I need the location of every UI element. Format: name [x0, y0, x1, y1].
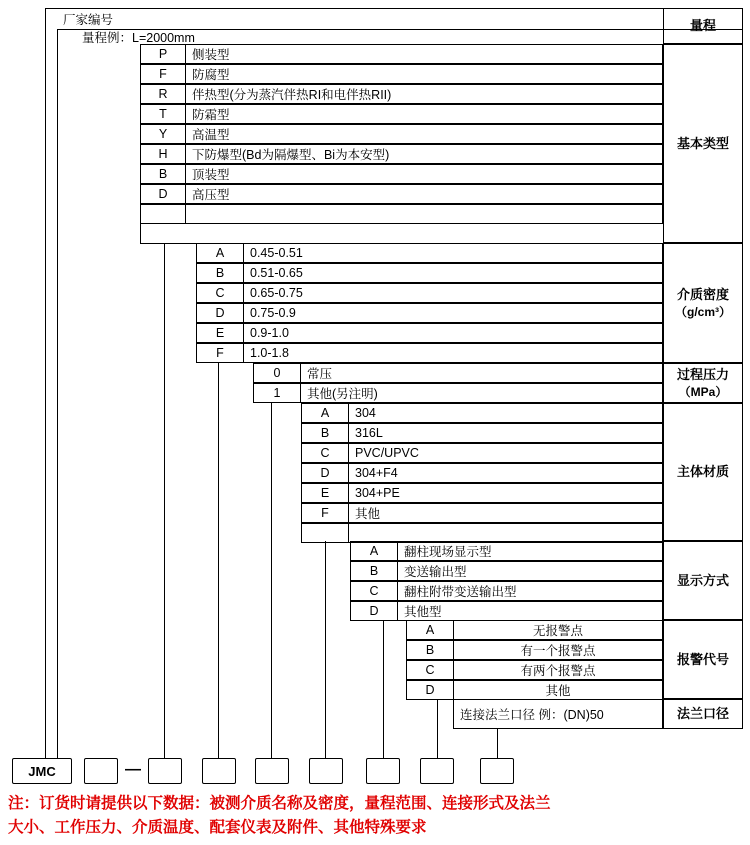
- bottom-slot-3[interactable]: [202, 758, 236, 784]
- basic-type-desc: 下防爆型(Bd为隔爆型、Bi为本安型): [185, 144, 663, 164]
- display-mode-code: C: [350, 581, 398, 601]
- process-pressure-code: 0: [253, 363, 301, 383]
- body-material-spacer-code: [301, 523, 349, 543]
- basic-type-right-edge: [663, 224, 664, 243]
- order-note: [8, 792, 743, 840]
- basic-type-spacer-desc: [185, 204, 663, 224]
- basic-type-desc: 高压型: [185, 184, 663, 204]
- body-material-code: F: [301, 503, 349, 523]
- alarm-code-desc: 其他: [453, 680, 663, 700]
- leader-line-manufacturer: [45, 8, 46, 758]
- medium-density-code: D: [196, 303, 244, 323]
- body-material-code: B: [301, 423, 349, 443]
- leader-line-flange-drop: [497, 729, 498, 758]
- medium-density-code: B: [196, 263, 244, 283]
- right-label-flange-diameter-text: 法兰口径: [676, 706, 729, 722]
- body-material-code: E: [301, 483, 349, 503]
- alarm-code-desc: 有一个报警点: [453, 640, 663, 660]
- alarm-code-code: D: [406, 680, 454, 700]
- right-label-range: [663, 8, 743, 44]
- basic-type-desc: 防腐型: [185, 64, 663, 84]
- body-material-code: A: [301, 403, 349, 423]
- leader-line-body-material: [301, 403, 302, 541]
- leader-line-basic-type-drop: [164, 243, 165, 758]
- process-pressure-desc: 其他(另注明): [300, 383, 663, 403]
- right-label-body-material-text: 主体材质: [676, 464, 729, 480]
- right-label-medium-density: [663, 243, 743, 363]
- range-example-label: 量程例：L=2000mm: [82, 31, 195, 45]
- body-material-code: D: [301, 463, 349, 483]
- basic-type-spacer-code: [140, 204, 186, 224]
- right-label-flange-diameter: [663, 699, 743, 729]
- basic-type-code: Y: [140, 124, 186, 144]
- order-note-line2: 大小、工作压力、介质温度、配套仪表及附件、其他特殊要求: [8, 819, 427, 837]
- display-mode-desc: 翻柱附带变送输出型: [397, 581, 663, 601]
- leader-line-medium-density: [196, 243, 197, 363]
- right-label-alarm-code-text: 报警代号: [676, 651, 729, 667]
- basic-type-code: R: [140, 84, 186, 104]
- display-mode-desc: 变送输出型: [397, 561, 663, 581]
- bottom-model-text: JMC: [28, 763, 56, 779]
- leader-line-process-pressure-drop: [271, 403, 272, 758]
- right-label-range-text: 量程: [689, 18, 716, 34]
- medium-density-desc: 0.45-0.51: [243, 243, 663, 263]
- leader-line-medium-density-drop: [218, 363, 219, 758]
- bottom-slot-5[interactable]: [309, 758, 343, 784]
- display-mode-code: B: [350, 561, 398, 581]
- right-label-display-mode-text: 显示方式: [676, 572, 729, 588]
- leader-line-process-pressure: [253, 363, 254, 403]
- leader-line-display-mode-drop: [383, 620, 384, 758]
- alarm-code-code: C: [406, 660, 454, 680]
- process-pressure-desc: 常压: [300, 363, 663, 383]
- bottom-dash: [125, 761, 141, 779]
- bottom-model-box[interactable]: [12, 758, 72, 784]
- bottom-slot-7[interactable]: [420, 758, 454, 784]
- basic-type-code: F: [140, 64, 186, 84]
- basic-type-code: H: [140, 144, 186, 164]
- medium-density-code: A: [196, 243, 244, 263]
- basic-type-code: P: [140, 44, 186, 64]
- right-label-process-pressure-unit: （MPa）: [678, 384, 728, 399]
- order-note-line1: 注：订货时请提供以下数据：被测介质名称及密度，量程范围、连接形式及法兰: [8, 795, 551, 812]
- medium-density-code: C: [196, 283, 244, 303]
- right-label-basic-type: [663, 44, 743, 243]
- process-pressure-code: 1: [253, 383, 301, 403]
- body-material-desc: 304+PE: [348, 483, 663, 503]
- basic-type-desc: 侧装型: [185, 44, 663, 64]
- bottom-slot-2[interactable]: [148, 758, 182, 784]
- bottom-slot-8[interactable]: [480, 758, 514, 784]
- display-mode-code: A: [350, 541, 398, 561]
- basic-type-desc: 伴热型(分为蒸汽伴热RI和电伴热RII): [185, 84, 663, 104]
- body-material-desc: 304+F4: [348, 463, 663, 483]
- alarm-code-code: A: [406, 620, 454, 640]
- right-label-process-pressure: [663, 363, 743, 403]
- body-material-spacer-desc: [348, 523, 663, 543]
- body-material-desc: 其他: [348, 503, 663, 523]
- right-label-body-material: [663, 403, 743, 541]
- display-mode-desc: 其他型: [397, 601, 663, 621]
- leader-line-alarm-code: [406, 620, 407, 699]
- right-label-medium-density-text: 介质密度: [676, 287, 729, 303]
- right-label-display-mode: [663, 541, 743, 620]
- leader-line-alarm-code-drop: [437, 699, 438, 758]
- leader-line-flange: [453, 699, 454, 729]
- basic-type-desc: 顶装型: [185, 164, 663, 184]
- right-label-process-pressure-text: 过程压力: [676, 367, 729, 383]
- medium-density-desc: 0.75-0.9: [243, 303, 663, 323]
- manufacturer-no-label: 厂家编号: [63, 13, 114, 27]
- leader-line-basic-type: [140, 44, 141, 224]
- body-material-desc: 304: [348, 403, 663, 423]
- basic-type-code: T: [140, 104, 186, 124]
- medium-density-code: F: [196, 343, 244, 363]
- medium-density-desc: 0.51-0.65: [243, 263, 663, 283]
- display-mode-code: D: [350, 601, 398, 621]
- basic-type-desc: 防霜型: [185, 104, 663, 124]
- display-mode-desc: 翻柱现场显示型: [397, 541, 663, 561]
- alarm-code-desc: 无报警点: [453, 620, 663, 640]
- medium-density-desc: 1.0-1.8: [243, 343, 663, 363]
- body-material-desc: PVC/UPVC: [348, 443, 663, 463]
- medium-density-code: E: [196, 323, 244, 343]
- leader-line-range: [57, 29, 58, 758]
- flange-desc: 连接法兰口径 例：(DN)50: [453, 699, 663, 729]
- medium-density-desc: 0.9-1.0: [243, 323, 663, 343]
- bottom-slot-6[interactable]: [366, 758, 400, 784]
- basic-type-desc: 高温型: [185, 124, 663, 144]
- right-label-alarm-code: [663, 620, 743, 699]
- bottom-slot-1[interactable]: [84, 758, 118, 784]
- bottom-slot-4[interactable]: [255, 758, 289, 784]
- body-material-code: C: [301, 443, 349, 463]
- right-label-basic-type-text: 基本类型: [676, 135, 729, 151]
- right-label-medium-density-unit: （g/cm³）: [674, 304, 731, 319]
- alarm-code-code: B: [406, 640, 454, 660]
- basic-type-left-edge: [140, 224, 141, 243]
- leader-line-body-material-drop: [325, 541, 326, 758]
- bottom-dash-text: —: [125, 761, 141, 778]
- leader-line-display-mode: [350, 541, 351, 620]
- basic-type-code: B: [140, 164, 186, 184]
- basic-type-code: D: [140, 184, 186, 204]
- body-material-desc: 316L: [348, 423, 663, 443]
- medium-density-desc: 0.65-0.75: [243, 283, 663, 303]
- alarm-code-desc: 有两个报警点: [453, 660, 663, 680]
